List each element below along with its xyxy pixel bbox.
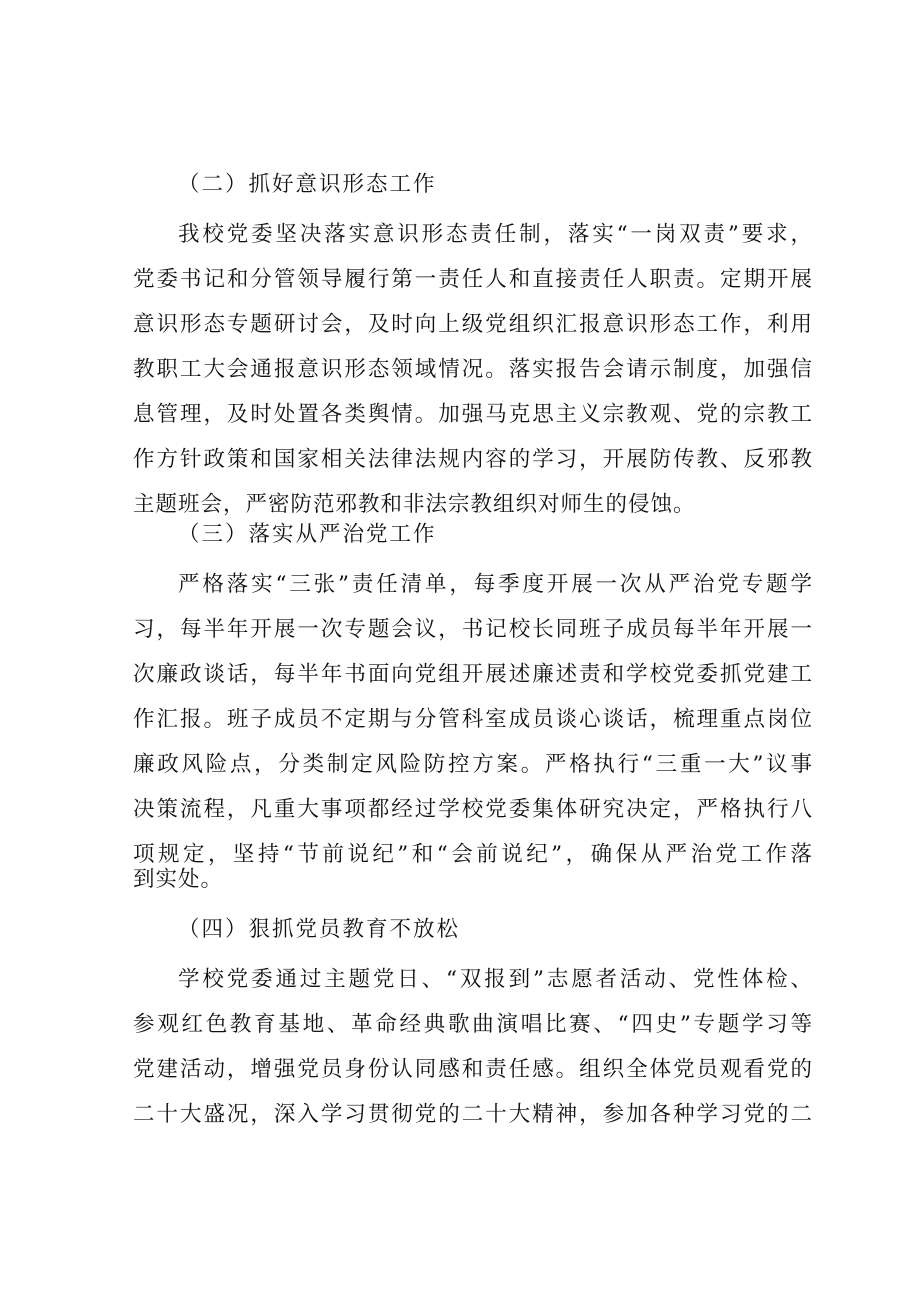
paragraph-line: 党委书记和分管领导履行第一责任人和直接责任人职责。定期开展 bbox=[133, 267, 813, 292]
paragraph-line: 二十大盛况，深入学习贯彻党的二十大精神，参加各种学习党的二 bbox=[133, 1102, 813, 1127]
paragraph-line: 决策流程，凡重大事项都经过学校党委集体研究决定，严格执行八 bbox=[133, 797, 813, 822]
paragraph-line: 习，每半年开展一次专题会议，书记校长同班子成员每半年开展一 bbox=[133, 617, 813, 642]
paragraph-line: 息管理，及时处置各类舆情。加强马克思主义宗教观、党的宗教工 bbox=[133, 402, 813, 427]
paragraph-line: 次廉政谈话，每半年书面向党组开展述廉述责和学校党委抓党建工 bbox=[133, 662, 813, 687]
paragraph-line: 教职工大会通报意识形态领域情况。落实报告会请示制度，加强信 bbox=[133, 357, 813, 382]
paragraph-line: 意识形态专题研讨会，及时向上级党组织汇报意识形态工作，利用 bbox=[133, 312, 813, 337]
paragraph-line: 党建活动，增强党员身份认同感和责任感。组织全体党员观看党的 bbox=[133, 1057, 813, 1082]
paragraph-line: 参观红色教育基地、革命经典歌曲演唱比赛、“四史”专题学习等 bbox=[133, 1012, 813, 1037]
paragraph-line: 廉政风险点，分类制定风险防控方案。严格执行“三重一大”议事 bbox=[133, 752, 813, 777]
section-heading-3: （三）落实从严治党工作 bbox=[178, 522, 437, 547]
paragraph-line: 主题班会，严密防范邪教和非法宗教组织对师生的侵蚀。 bbox=[133, 492, 696, 517]
paragraph-line: 我校党委坚决落实意识形态责任制，落实“一岗双责”要求， bbox=[178, 222, 813, 247]
section-heading-4: （四）狠抓党员教育不放松 bbox=[178, 917, 461, 942]
paragraph-line: 项规定，坚持“节前说纪”和“会前说纪”，确保从严治党工作落 bbox=[133, 842, 813, 867]
paragraph-line: 严格落实“三张”责任清单，每季度开展一次从严治党专题学 bbox=[178, 572, 813, 597]
section-heading-2: （二）抓好意识形态工作 bbox=[178, 172, 437, 197]
paragraph-line: 到实处。 bbox=[133, 867, 224, 892]
paragraph-line: 学校党委通过主题党日、“双报到”志愿者活动、党性体检、 bbox=[178, 967, 813, 992]
paragraph-line: 作方针政策和国家相关法律法规内容的学习，开展防传教、反邪教 bbox=[133, 447, 813, 472]
paragraph-line: 作汇报。班子成员不定期与分管科室成员谈心谈话，梳理重点岗位 bbox=[133, 707, 813, 732]
